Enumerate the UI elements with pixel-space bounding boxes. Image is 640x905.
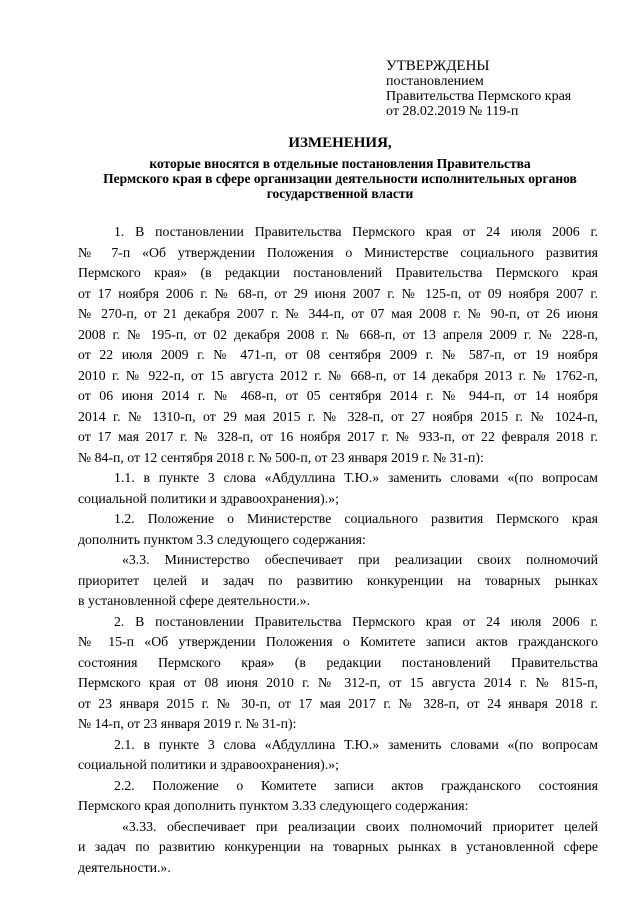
document-body bbox=[78, 222, 598, 878]
paragraph-2-1 bbox=[78, 735, 598, 776]
paragraph-line: 2. В постановлении Правительства Пермского края от 24 июля 2006 г. bbox=[114, 613, 598, 629]
subtitle-line: Пермского края в сфере организации деятельности исполнительных органов bbox=[103, 171, 577, 186]
paragraph-line: № 84-п, от 12 сентября 2018 г. № 500-п, от 23 января 2019 г. № 31-п): bbox=[78, 449, 484, 465]
paragraph-line: 1.2. Положение о Министерстве социального развития Пермского края bbox=[114, 511, 598, 526]
paragraph-line: от 22 июля 2009 г. № 471-п, от 08 сентября 2009 г. № 587-п, от 19 ноября bbox=[78, 347, 598, 362]
approval-line: постановлением bbox=[386, 74, 484, 89]
approval-title: УТВЕРЖДЕНЫ bbox=[386, 58, 490, 74]
paragraph-line: 2014 г. № 1310-п, от 29 мая 2015 г. № 328-п, от 27 ноября 2015 г. № 1024-п, bbox=[78, 408, 598, 424]
paragraph-line: Пермского края дополнить пунктом 3.33 следующего содержания: bbox=[78, 798, 469, 813]
paragraph-line: 1.1. в пункте 3 слова «Абдуллина Т.Ю.» заменить словами «(по вопросам bbox=[114, 470, 598, 485]
subtitle-line: государственной власти bbox=[266, 186, 414, 201]
paragraph-line: от 06 июня 2014 г. № 468-п, от 05 сентября 2014 г. № 944-п, от 14 ноября bbox=[78, 388, 598, 403]
paragraph-line: 2.1. в пункте 3 слова «Абдуллина Т.Ю.» заменить словами «(по вопросам bbox=[114, 736, 598, 752]
approval-line: от 28.02.2019 № 119-п bbox=[386, 104, 519, 119]
paragraph-line: социальной политики и здравоохранения).»; bbox=[78, 757, 339, 772]
paragraph-quote-3-33 bbox=[78, 817, 598, 879]
paragraph-line: «3.33. обеспечивает при реализации своих полномочий приоритет целей bbox=[122, 818, 598, 834]
paragraph-line: № 14-п, от 23 января 2019 г. № 31-п): bbox=[78, 716, 297, 731]
paragraph-line: Пермского края» (в редакции постановлений Правительства Пермского края bbox=[78, 265, 598, 280]
paragraph-line: 2010 г. № 922-п, от 15 августа 2012 г. № 668-п, от 14 декабря 2013 г. № 1762-п, bbox=[78, 367, 598, 383]
subtitle-line: которые вносятся в отдельные постановления Правительства bbox=[149, 156, 531, 171]
paragraph-line: 2008 г. № 195-п, от 02 декабря 2008 г. № 668-п, от 13 апреля 2009 г. № 228-п, bbox=[78, 326, 598, 342]
paragraph-line: № 15-п «Об утверждении Положения о Комитете записи актов гражданского bbox=[78, 634, 598, 649]
paragraph-line: от 17 ноября 2006 г. № 68-п, от 29 июня 2007 г. № 125-п, от 09 ноября 2007 г. bbox=[78, 285, 598, 301]
paragraph-1-1 bbox=[78, 468, 598, 509]
paragraph-line: социальной политики и здравоохранения).»; bbox=[78, 490, 339, 506]
paragraph-line: Пермского края от 08 июня 2010 г. № 312-п, от 15 августа 2014 г. № 815-п, bbox=[78, 675, 598, 690]
paragraph-line: № 270-п, от 21 декабря 2007 г. № 344-п, от 07 мая 2008 г. № 90-п, от 26 июня bbox=[78, 306, 598, 321]
paragraph-2 bbox=[78, 612, 598, 735]
paragraph-line: 1. В постановлении Правительства Пермского края от 24 июля 2006 г. bbox=[114, 224, 598, 239]
paragraph-line: и задач по развитию конкуренции на товарных рынках в установленной сфере bbox=[78, 839, 598, 854]
paragraph-line: в установленной сфере деятельности.». bbox=[78, 593, 311, 608]
paragraph-line: приоритет целей и задач по развитию конкуренции на товарных рынках bbox=[78, 572, 598, 588]
paragraph-line: «3.3. Министерство обеспечивает при реализации своих полномочий bbox=[122, 552, 598, 567]
document-subtitle bbox=[68, 156, 612, 201]
paragraph-line: 2.2. Положение о Комитете записи актов гражданского состояния bbox=[114, 777, 598, 793]
approval-line: Правительства Пермского края bbox=[386, 89, 572, 104]
paragraph-1 bbox=[78, 222, 598, 468]
paragraph-line: дополнить пунктом 3.3 следующего содержания: bbox=[78, 531, 366, 547]
approval-stamp bbox=[386, 58, 571, 119]
paragraph-line: от 23 января 2015 г. № 30-п, от 17 мая 2017 г. № 328-п, от 24 января 2018 г. bbox=[78, 695, 598, 711]
paragraph-line: от 17 мая 2017 г. № 328-п, от 16 ноября 2017 г. № 933-п, от 22 февраля 2018 г. bbox=[78, 429, 598, 444]
paragraph-quote-3-3 bbox=[78, 550, 598, 612]
paragraph-line: состояния Пермского края» (в редакции постановлений Правительства bbox=[78, 654, 598, 670]
document-title: ИЗМЕНЕНИЯ, bbox=[288, 135, 392, 151]
paragraph-2-2 bbox=[78, 776, 598, 817]
paragraph-line: деятельности.». bbox=[78, 859, 171, 875]
paragraph-line: № 7-п «Об утверждении Положения о Министерстве социального развития bbox=[78, 244, 598, 260]
paragraph-1-2 bbox=[78, 509, 598, 550]
